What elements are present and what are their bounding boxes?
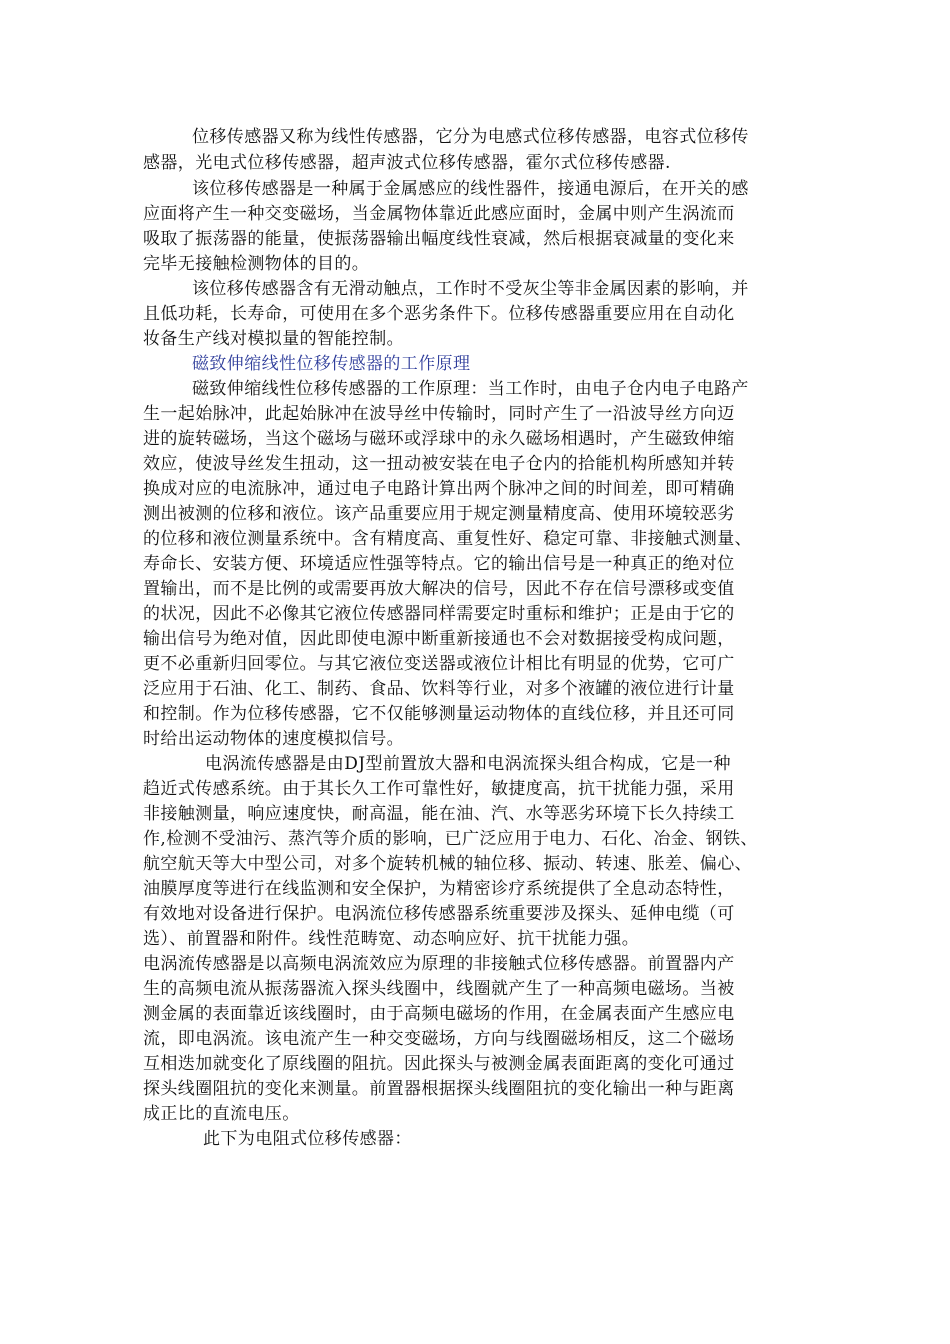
text-line: 生一起始脉冲，此起始脉冲在波导丝中传输时，同时产生了一沿波导丝方向迈	[143, 404, 735, 424]
text-line: 泛应用于石油、化工、制药、食品、饮料等行业，对多个液罐的液位进行计量	[143, 679, 735, 699]
text-line: 且低功耗，长寿命，可使用在多个恶劣条件下。位移传感器重要应用在自动化	[143, 304, 735, 324]
text-line: 流，即电涡流。该电流产生一种交变磁场，方向与线圈磁场相反，这二个磁场	[143, 1029, 735, 1049]
text-line: 换成对应的电流脉冲，通过电子电路计算出两个脉冲之间的时间差，即可精确	[143, 479, 735, 499]
text-line: 该位移传感器含有无滑动触点，工作时不受灰尘等非金属因素的影响，并	[192, 279, 749, 299]
text-line: 完毕无接触检测物体的目的。	[143, 254, 370, 274]
text-line: 妆备生产线对模拟量的智能控制。	[143, 329, 404, 349]
text-line: 的位移和液位测量系统中。含有精度高、重复性好、稳定可靠、非接触式测量、	[143, 529, 752, 549]
text-line: 测金属的表面靠近该线圈时，由于高频电磁场的作用，在金属表面产生感应电	[143, 1004, 735, 1024]
text-line: 置输出，而不是比例的或需要再放大解决的信号，因此不存在信号漂移或变值	[143, 579, 735, 599]
section-heading: 磁致伸缩线性位移传感器的工作原理	[192, 354, 471, 374]
text-line: 更不必重新归回零位。与其它液位变送器或液位计相比有明显的优势，它可广	[143, 654, 735, 674]
text-line: 寿命长、安装方便、环境适应性强等特点。它的输出信号是一种真正的绝对位	[143, 554, 735, 574]
text-line: 作,检测不受油污、蒸汽等介质的影响，已广泛应用于电力、石化、冶金、钢铁、	[143, 829, 758, 849]
text-line: 油膜厚度等进行在线监测和安全保护，为精密诊疗系统提供了全息动态特性，	[143, 879, 735, 899]
text-line: 有效地对设备进行保护。电涡流位移传感器系统重要涉及探头、延伸电缆（可	[143, 904, 735, 924]
text-line: 非接触测量，响应速度快，耐高温，能在油、汽、水等恶劣环境下长久持续工	[143, 804, 735, 824]
text-line: 探头线圈阻抗的变化来测量。前置器根据探头线圈阻抗的变化输出一种与距离	[143, 1079, 735, 1099]
text-line: 输出信号为绝对值，因此即使电源中断重新接通也不会对数据接受构成问题，	[143, 629, 735, 649]
text-line: 和控制。作为位移传感器，它不仅能够测量运动物体的直线位移，并且还可同	[143, 704, 735, 724]
text-line: 进的旋转磁场，当这个磁场与磁环或浮球中的永久磁场相遇时，产生磁致伸缩	[143, 429, 735, 449]
text-line: 感器，光电式位移传感器，超声波式位移传感器，霍尔式位移传感器.	[143, 153, 671, 173]
text-line: 吸取了振荡器的能量，使振荡器输出幅度线性衰减，然后根据衰减量的变化来	[143, 229, 735, 249]
text-line: 互相迭加就变化了原线圈的阻抗。因此探头与被测金属表面距离的变化可通过	[143, 1054, 735, 1074]
text-line: 成正比的直流电压。	[143, 1104, 300, 1124]
text-line: 选）、前置器和附件。线性范畴宽、动态响应好、抗干扰能力强。	[143, 929, 640, 949]
text-line: 位移传感器又称为线性传感器，它分为电感式位移传感器，电容式位移传	[192, 127, 749, 147]
text-line: 磁致伸缩线性位移传感器的工作原理：当工作时，由电子仓内电子电路产	[192, 379, 749, 399]
text-line: 生的高频电流从振荡器流入探头线圈中，线圈就产生了一种高频电磁场。当被	[143, 979, 735, 999]
text-line: 测出被测的位移和液位。该产品重要应用于规定测量精度高、使用环境较恶劣	[143, 504, 735, 524]
text-line: 航空航天等大中型公司，对多个旋转机械的轴位移、振动、转速、胀差、偏心、	[143, 854, 752, 874]
text-line: 趋近式传感系统。由于其长久工作可靠性好，敏捷度高，抗干扰能力强，采用	[143, 779, 735, 799]
text-line: 应面将产生一种交变磁场，当金属物体靠近此感应面时，金属中则产生涡流而	[143, 204, 735, 224]
text-line: 电涡流传感器是由DJ型前置放大器和电涡流探头组合构成，它是一种	[205, 754, 731, 774]
text-line: 时给出运动物体的速度模拟信号。	[143, 729, 404, 749]
paragraph-resistive-intro: 此下为电阻式位移传感器：	[203, 1129, 412, 1149]
text-line: 电涡流传感器是以高频电涡流效应为原理的非接触式位移传感器。前置器内产	[143, 954, 735, 974]
text-line: 该位移传感器是一种属于金属感应的线性器件，接通电源后，在开关的感	[192, 179, 749, 199]
text-line: 效应，使波导丝发生扭动，这一扭动被安装在电子仓内的拾能机构所感知并转	[143, 454, 735, 474]
text-line: 的状况，因此不必像其它液位传感器同样需要定时重标和维护；正是由于它的	[143, 604, 735, 624]
